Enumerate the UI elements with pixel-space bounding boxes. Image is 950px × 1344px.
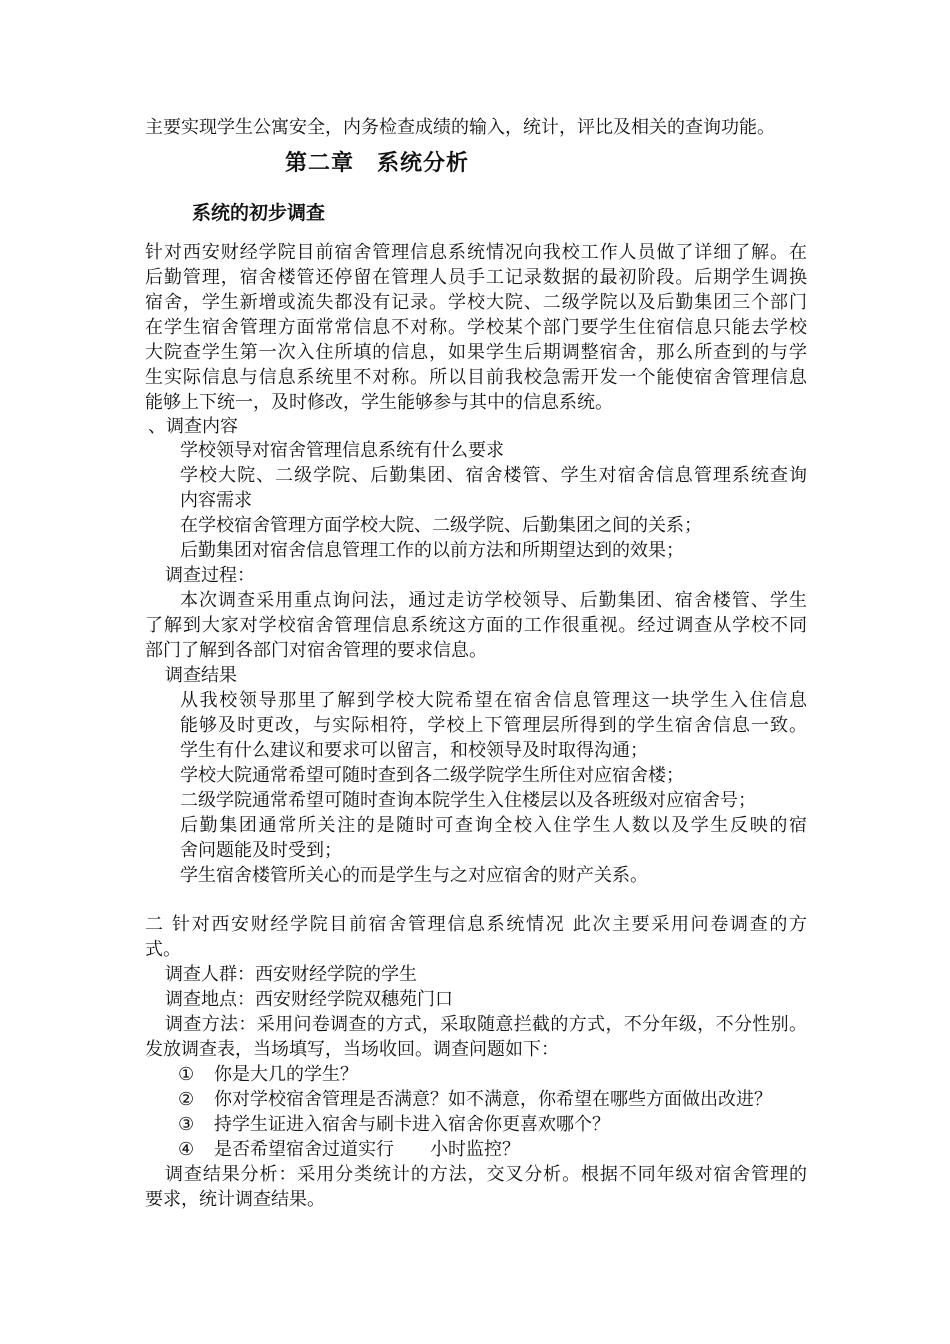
- para1-line: 大院查学生第一次入住所填的信息，如果学生后期调整宿舍，那么所查到的与学: [145, 342, 807, 363]
- question-number: ③: [178, 1114, 195, 1135]
- process-line: 部门了解到各部门对宿舍管理的要求信息。: [145, 640, 487, 661]
- para1-line: 后勤管理，宿舍楼管还停留在管理人员手工记录数据的最初阶段。后期学生调换: [145, 267, 807, 288]
- intro-line: 主要实现学生公寓安全，内务检查成绩的输入，统计，评比及相关的查询功能。: [145, 117, 775, 138]
- result-line: 能够及时更改，与实际相符，学校上下管理层所得到的学生宿舍信息一致。: [180, 715, 807, 736]
- para1-line: 在学生宿舍管理方面常常信息不对称。学校某个部门要学生住宿信息只能去学校: [145, 317, 807, 338]
- survey-content-item: 学校领导对宿舍管理信息系统有什么要求: [180, 440, 504, 461]
- process-heading: 调查过程：: [165, 565, 255, 586]
- method-line: 发放调查表，当场填写，当场收回。调查问题如下：: [145, 1039, 559, 1060]
- survey-content-item: 学校大院、二级学院、后勤集团、宿舍楼管、学生对宿舍信息管理系统查询: [180, 465, 807, 486]
- survey-content-heading: 、调查内容: [148, 416, 238, 437]
- para1-line: 生实际信息与信息系统里不对称。所以目前我校急需开发一个能使宿舍管理信息: [145, 367, 807, 388]
- result-line: 二级学院通常希望可随时查询本院学生入住楼层以及各班级对应宿舍号；: [180, 790, 756, 811]
- survey-place: 调查地点：西安财经学院双穗苑门口: [165, 989, 453, 1010]
- process-line: 本次调查采用重点询问法，通过走访学校领导、后勤集团、宿舍楼管、学生: [180, 590, 807, 611]
- question-text: 你是大几的学生？: [214, 1064, 358, 1085]
- question-item: [178, 1062, 358, 1088]
- survey-content-item: 内容需求: [180, 490, 252, 511]
- survey-people: 调查人群：西安财经学院的学生: [165, 964, 417, 985]
- result-line: 后勤集团通常所关注的是随时可查询全校入住学生人数以及学生反映的宿: [180, 815, 807, 836]
- question-text: 是否希望宿舍过道实行 小时监控？: [214, 1139, 520, 1160]
- survey-content-item: 在学校宿舍管理方面学校大院、二级学院、后勤集团之间的关系；: [180, 515, 702, 536]
- question-number: ④: [178, 1139, 195, 1160]
- question-item: [178, 1112, 610, 1138]
- result-line: 从我校领导那里了解到学校大院希望在宿舍信息管理这一块学生入住信息: [180, 690, 807, 711]
- question-number: ①: [178, 1064, 195, 1085]
- question-number: ②: [178, 1089, 195, 1110]
- question-text: 你对学校宿舍管理是否满意？如不满意，你希望在哪些方面做出改进？: [214, 1089, 772, 1110]
- process-line: 了解到大家对学校宿舍管理信息系统这方面的工作很重视。经过调查从学校不同: [145, 615, 807, 636]
- result-line: 学校大院通常希望可随时查到各二级学院学生所住对应宿舍楼；: [180, 765, 684, 786]
- result-line: 学生有什么建议和要求可以留言，和校领导及时取得沟通；: [180, 740, 648, 761]
- survey-content-item: 后勤集团对宿舍信息管理工作的以前方法和所期望达到的效果；: [180, 540, 684, 561]
- method-line: 调查方法：采用问卷调查的方式，采取随意拦截的方式，不分年级，不分性别。: [165, 1014, 807, 1035]
- question-item: [178, 1087, 772, 1113]
- question-text: 持学生证进入宿舍与刷卡进入宿舍你更喜欢哪个？: [214, 1114, 610, 1135]
- analysis-line: 调查结果分析：采用分类统计的方法，交叉分析。根据不同年级对宿舍管理的: [165, 1164, 807, 1185]
- part2-line: 二 针对西安财经学院目前宿舍管理信息系统情况 此次主要采用问卷调查的方: [145, 914, 807, 935]
- para1-line: 针对西安财经学院目前宿舍管理信息系统情况向我校工作人员做了详细了解。在: [145, 242, 807, 263]
- part2-line: 式。: [145, 939, 181, 960]
- chapter-title: 第二章 系统分析: [285, 151, 470, 176]
- para1-line: 能够上下统一，及时修改，学生能够参与其中的信息系统。: [145, 392, 613, 413]
- para1-line: 宿舍，学生新增或流失都没有记录。学校大院、二级学院以及后勤集团三个部门: [145, 292, 807, 313]
- analysis-line: 要求，统计调查结果。: [145, 1189, 325, 1210]
- question-item: [178, 1137, 520, 1163]
- result-heading: 调查结果: [165, 665, 237, 686]
- result-line: 舍问题能及时受到；: [180, 840, 342, 861]
- section-title: 系统的初步调查: [192, 202, 326, 224]
- result-line: 学生宿舍楼管所关心的而是学生与之对应宿舍的财产关系。: [180, 865, 648, 886]
